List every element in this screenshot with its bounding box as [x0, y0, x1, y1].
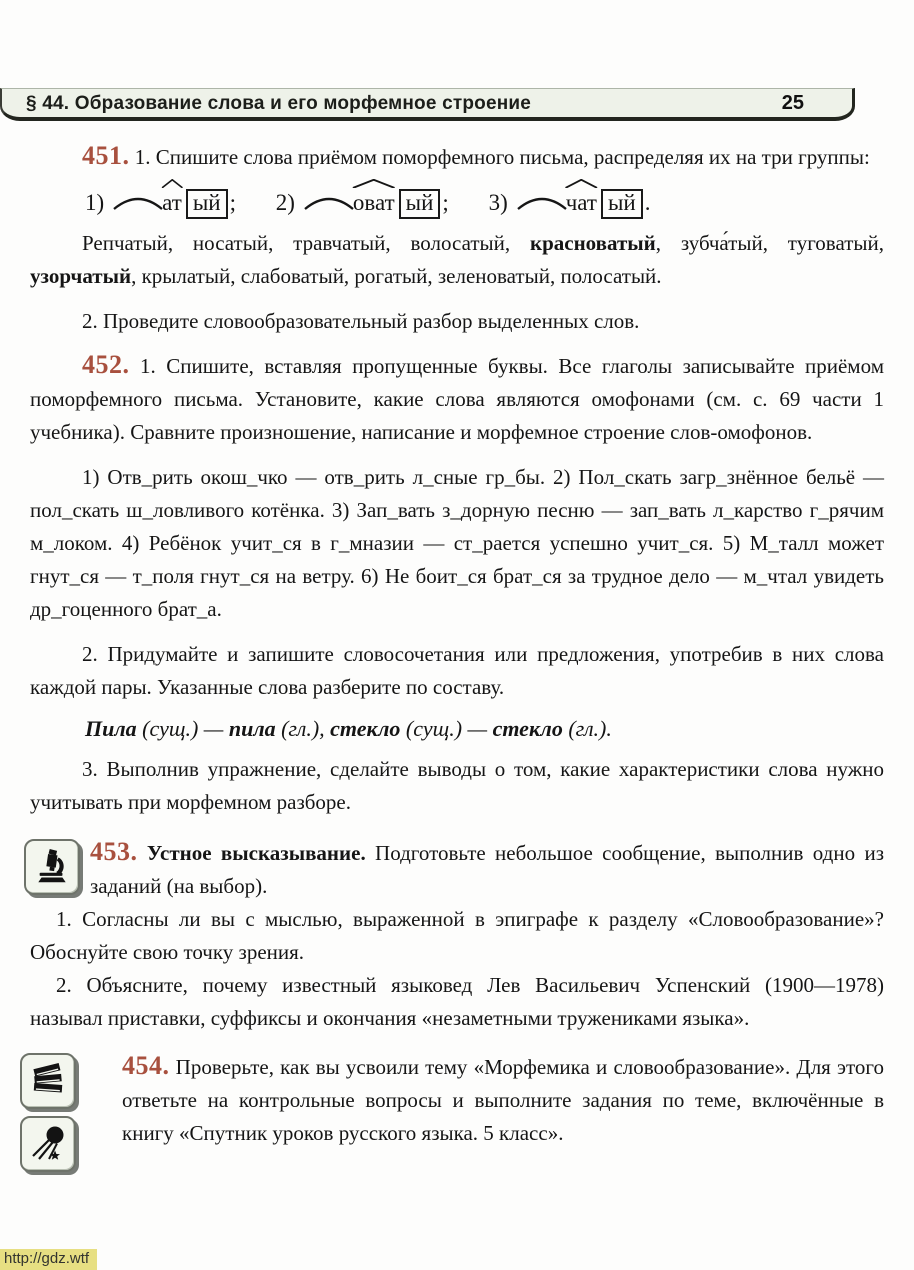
ex451-part2: 2. Проведите словообразовательный разбор выделенных слов. [82, 309, 640, 333]
ex452-intro-text: 1. Спишите, вставляя пропущенные буквы. Все глаголы записывайте приёмом поморфемного письма. Установите, какие слова являются омофонами (см. с. 69 части 1 учебника). Сравните произношение, написание и морфемное строение слов-омофонов. [30, 354, 884, 444]
page-content [0, 121, 914, 1176]
scheme-2-suffix: оват [352, 190, 395, 215]
ex451-word-list [30, 227, 884, 293]
microscope-glyph [33, 848, 71, 886]
ex454-icon-column [20, 1053, 76, 1172]
ex453-intro [90, 837, 884, 903]
suffix-caret-icon [351, 179, 396, 188]
scheme-2-sep: ; [442, 190, 449, 215]
scheme-3-sep: . [644, 190, 651, 215]
ex452-items: 1) Отв_рить окош_чко — отв_рить л_сные гр_бы. 2) Пол_скать загр_знённое бельё — пол_скать ш_ловливого котёнка. 3) Зап_вать з_дорную песню — зап_вать л_карство г_рячим м_локом. 4) Ребёнок учит_ся в г_мназии — ст_рается успешно учит_ся. 5) М_талл может гнут_ся — т_поля гнут_ся на ветру. 6) Не боит_ся брат_ся за трудное дело — м_чтал увидеть др_гоценного брат_а. [30, 465, 884, 621]
exercise-453 [30, 837, 884, 1035]
ex453-title: Устное высказывание. [146, 841, 366, 865]
ex453-number: 453. [90, 837, 138, 866]
scheme-3-suffix: чат [565, 190, 597, 215]
ex452-part3: 3. Выполнив упражнение, сделайте выводы о том, какие характеристики слова нужно учитывать при морфемном разборе. [30, 757, 884, 814]
section-title: § 44. Образование слова и его морфемное строение [26, 92, 532, 114]
pair-gram: (сущ.) [136, 716, 204, 741]
ending-box: ый [399, 189, 441, 219]
page-number: 25 [781, 92, 804, 114]
pair-word: пила [228, 716, 276, 741]
root-arc-icon [516, 194, 568, 210]
ex453-item2: 2. Объясните, почему известный языковед Лев Васильевич Успенский (1900—1978) называл приставки, суффиксы и окончания «незаметными тружениками языка». [30, 973, 884, 1030]
morpheme-schemes [85, 188, 884, 219]
books-glyph [28, 1061, 68, 1101]
ex453-item1: 1. Согласны ли вы с мыслью, выраженной в эпиграфе к разделу «Словообразование»? Обоснуйте свою точку зрения. [30, 907, 884, 964]
ending-box: ый [601, 189, 643, 219]
pair-dash: — [467, 716, 493, 741]
scheme-2-number: 2) [275, 190, 295, 215]
word-list-part1: Репчатый, носатый, травчатый, волосатый, [82, 231, 530, 255]
scheme-1-number: 1) [85, 190, 105, 215]
pair-gram: (гл.). [562, 716, 612, 741]
scheme-1-suffix: ат [162, 190, 182, 215]
ex453-intro-text: Подготовьте небольшое сообщение, выполнив одно из заданий (на выбор). [90, 841, 884, 898]
ex451-intro [30, 141, 884, 174]
ex451-intro-text: 1. Спишите слова приёмом поморфемного письма, распределяя их на три группы: [134, 145, 870, 169]
pair-word: стекло [492, 716, 563, 741]
books-stack-icon [20, 1053, 76, 1109]
scheme-3-number: 3) [488, 190, 508, 215]
suffix-with-caret [565, 188, 598, 218]
sputnik-satellite-icon [20, 1116, 76, 1172]
morpheme-scheme-3 [489, 190, 651, 215]
pair-dash: — [203, 716, 229, 741]
suffix-caret-icon [161, 179, 184, 188]
morpheme-scheme-2 [276, 190, 449, 215]
exercise-451 [30, 141, 884, 338]
word-list-part3: , крылатый, слабоватый, рогатый, зеленоватый, полосатый. [131, 264, 662, 288]
suffix-with-caret [161, 188, 183, 218]
satellite-glyph [28, 1124, 68, 1164]
morpheme-scheme-1 [85, 190, 236, 215]
microscope-icon [24, 839, 80, 895]
ex452-part2: 2. Придумайте и запишите словосочетания или предложения, употребив в них слова каждой пары. Указанные слова разберите по составу. [30, 642, 884, 699]
pair-gram: (сущ.) [400, 716, 468, 741]
scheme-1-sep: ; [229, 190, 236, 215]
watermark-link[interactable]: http://gdz.wtf [0, 1249, 97, 1270]
ex452-intro [30, 350, 884, 449]
ex452-word-pairs [85, 712, 884, 745]
pair-word: стекло [330, 716, 401, 741]
pair-word: Пила [85, 716, 137, 741]
exercise-452 [30, 350, 884, 819]
root-arc-icon [303, 194, 355, 210]
word-list-bold1: красноватый [529, 231, 656, 255]
exercise-454 [30, 1051, 884, 1176]
word-list-bold2: узорчатый [30, 264, 132, 288]
word-list-part2: , зубча́тый, туговатый, [655, 231, 884, 255]
ex452-number: 452. [82, 350, 130, 379]
pair-gram: (гл.), [275, 716, 331, 741]
page-header [0, 88, 855, 121]
suffix-caret-icon [564, 179, 599, 188]
suffix-with-caret [352, 188, 396, 218]
ex454-text [122, 1051, 884, 1150]
root-arc-icon [112, 194, 164, 210]
ending-box: ый [186, 189, 228, 219]
ex451-number: 451. [82, 141, 130, 170]
ex454-number: 454. [122, 1051, 170, 1080]
ex454-text-body: Проверьте, как вы усвоили тему «Морфемика и словообразование». Для этого ответьте на контрольные вопросы и выполните задания по теме, включённые в книгу «Спутник уроков русского языка. 5 класс». [122, 1055, 884, 1145]
